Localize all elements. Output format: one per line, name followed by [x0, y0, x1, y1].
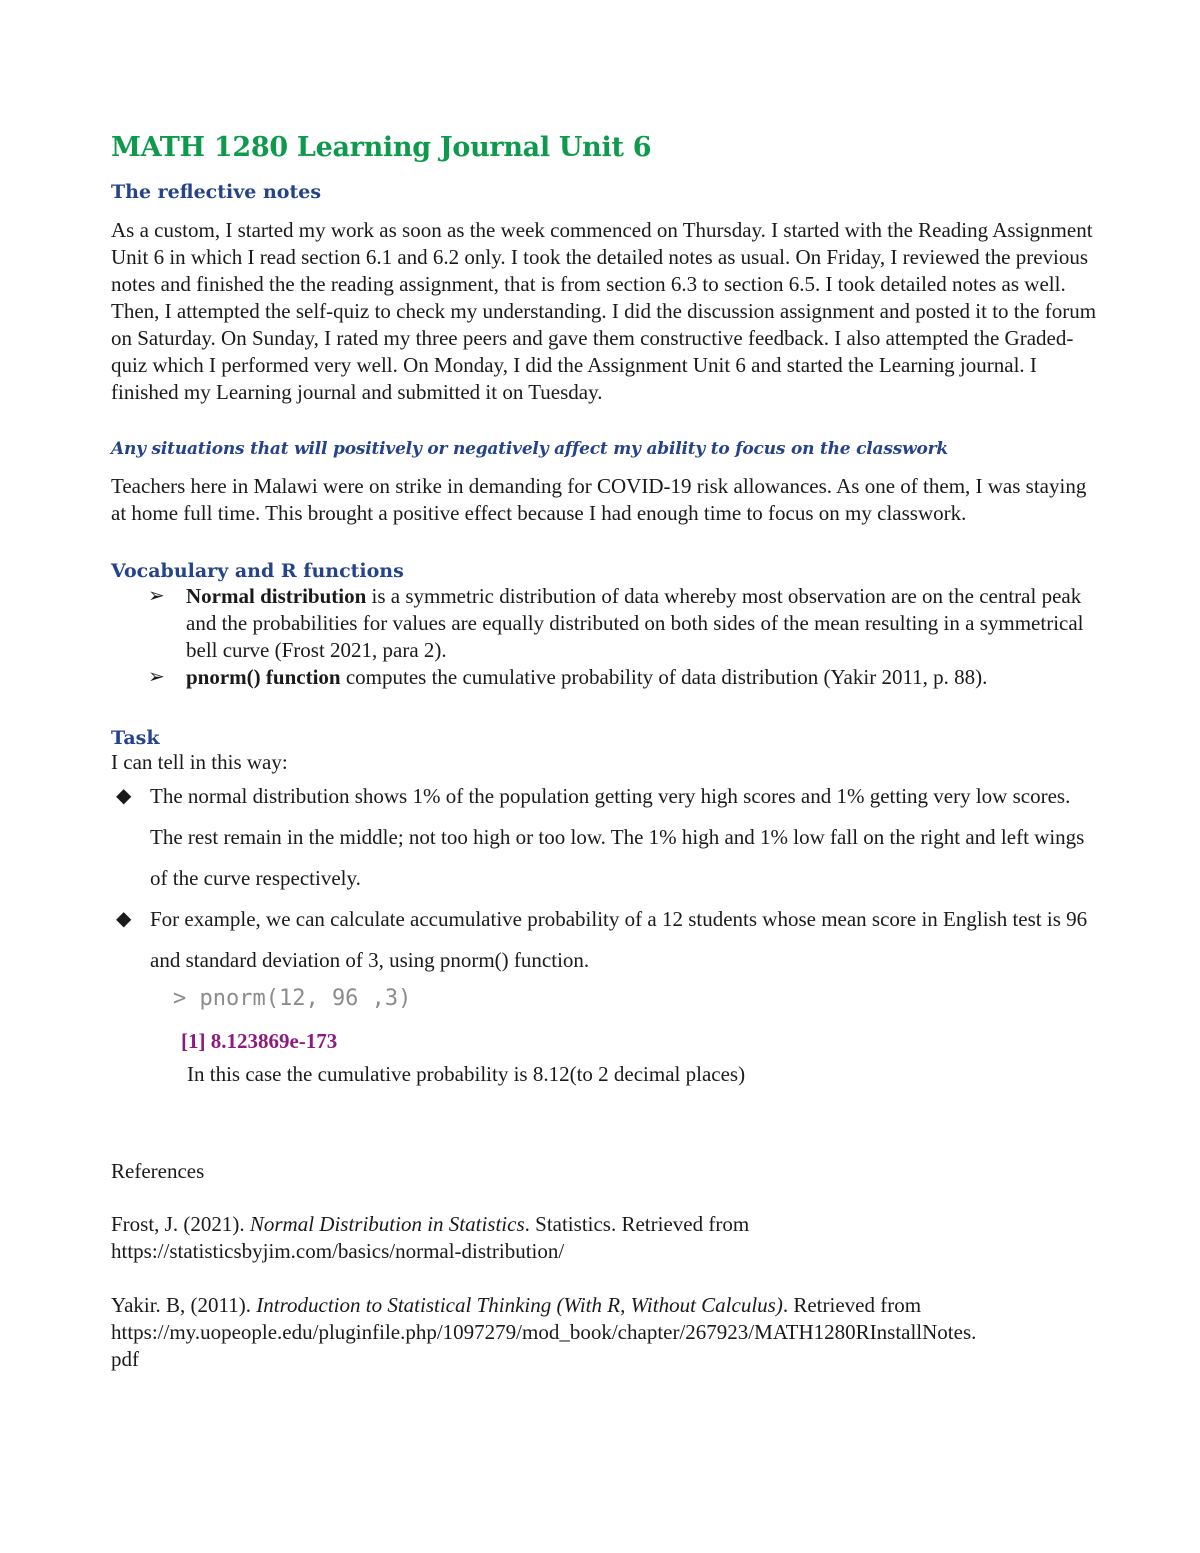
vocab-definition: is a symmetric distribution of data whereby most observation are on the central peak and the probabilities for values are equally distributed on both sides of the mean resulting in a symmetrical bell curve (Frost 2021, para 2).	[186, 584, 1084, 662]
r-code-line: > pnorm(12, 96 ,3)	[173, 986, 412, 1011]
task-item-text: For example, we can calculate accumulative probability of a 12 students whose mean score in English test is 96 and standard deviation of 3, using pnorm() function.	[150, 907, 1088, 972]
heading-task: Task	[111, 727, 160, 749]
list-item	[111, 776, 1101, 899]
document-title: MATH 1280 Learning Journal Unit 6	[111, 132, 652, 163]
result-note: In this case the cumulative probability is 8.12(to 2 decimal places)	[187, 1062, 746, 1086]
diamond-bullet-icon: ◆	[116, 908, 132, 930]
reference-frost	[111, 1211, 1101, 1265]
arrow-bullet-icon: ➢	[148, 666, 165, 688]
ref-url: https://statisticsbyjim.com/basics/normal-distribution/	[111, 1239, 565, 1263]
vocab-term: Normal distribution	[186, 584, 367, 608]
heading-reflective-notes: The reflective notes	[111, 181, 322, 203]
heading-vocabulary: Vocabulary and R functions	[111, 560, 404, 582]
task-list	[111, 776, 1101, 981]
list-item	[111, 664, 1101, 691]
ref-source: . Statistics. Retrieved from	[524, 1212, 750, 1236]
document-page	[111, 132, 1101, 1373]
vocab-definition: computes the cumulative probability of data distribution (Yakir 2011, p. 88).	[340, 665, 988, 689]
vocab-term: pnorm() function	[186, 665, 341, 689]
ref-source: . Retrieved from	[782, 1293, 922, 1317]
reference-yakir	[111, 1292, 1101, 1373]
situations-paragraph: Teachers here in Malawi were on strike in demanding for COVID-19 risk allowances. As one of them, I was staying at home full time. This brought a positive effect because I had enough time to focus on my classwork.	[111, 474, 1087, 525]
ref-author: Yakir. B, (2011).	[111, 1293, 257, 1317]
list-item	[111, 583, 1101, 664]
task-item-text: The normal distribution shows 1% of the population getting very high scores and 1% getting very low scores. The rest remain in the middle; not too high or too low. The 1% high and 1% low fall on the right and left wings of the curve respectively.	[150, 784, 1085, 890]
reflective-notes-paragraph: As a custom, I started my work as soon as the week commenced on Thursday. I started with the Reading Assignment Unit 6 in which I read section 6.1 and 6.2 only. I took the detailed notes as usual. On Friday, I reviewed the previous notes and finished the the reading assignment, that is from section 6.3 to section 6.5. I took detailed notes as well. Then, I attempted the self-quiz to check my understanding. I did the discussion assignment and posted it to the forum on Saturday. On Sunday, I rated my three peers and gave them constructive feedback. I also attempted the Graded-quiz which I performed very well. On Monday, I did the Assignment Unit 6 and started the Learning journal. I finished my Learning journal and submitted it on Tuesday.	[111, 218, 1097, 404]
ref-title: Normal Distribution in Statistics	[249, 1212, 525, 1236]
ref-title: Introduction to Statistical Thinking (With R, Without Calculus)	[256, 1293, 783, 1317]
ref-url-continued: pdf	[111, 1347, 139, 1371]
heading-situations: Any situations that will positively or negatively affect my ability to focus on the classwork	[111, 439, 948, 459]
task-intro: I can tell in this way:	[111, 750, 288, 774]
diamond-bullet-icon: ◆	[116, 785, 132, 807]
arrow-bullet-icon: ➢	[148, 585, 165, 607]
ref-author: Frost, J. (2021).	[111, 1212, 250, 1236]
vocabulary-list	[111, 583, 1101, 691]
references-heading: References	[111, 1159, 205, 1183]
r-output-line: [1] 8.123869e-173	[181, 1029, 338, 1053]
list-item	[111, 899, 1101, 981]
ref-url: https://my.uopeople.edu/pluginfile.php/1097279/mod_book/chapter/267923/MATH1280RInstallNotes.	[111, 1320, 977, 1344]
